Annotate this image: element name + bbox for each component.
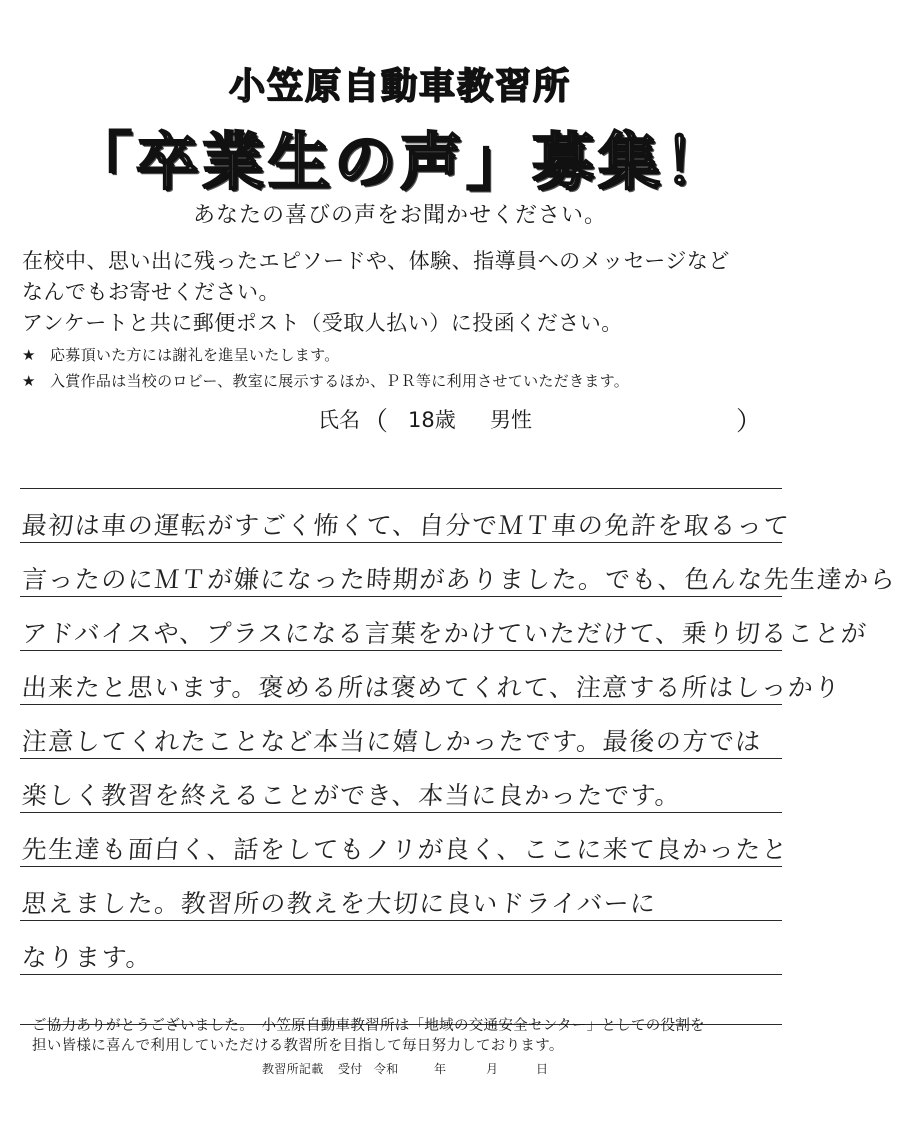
ruled-line — [20, 812, 782, 813]
intro-line: 在校中、思い出に残ったエピソードや、体験、指導員へのメッセージなど — [22, 249, 730, 273]
handwritten-line: アドバイスや、プラスになる言葉をかけていただけて、乗り切ることが — [20, 619, 869, 648]
receipt-label: 教習所記載 — [262, 1062, 324, 1076]
handwritten-line: 最初は車の運転がすごく怖くて、自分でＭＴ車の免許を取るって — [20, 511, 791, 540]
handwritten-line: 出来たと思います。褒める所は褒めてくれて、注意する所はしっかり — [20, 673, 842, 702]
intro-line: なんでもお寄せください。 — [22, 280, 280, 304]
headline: 「卒業生の声」募集！ — [69, 125, 730, 198]
name-age: 18歳 — [408, 408, 456, 432]
note-reward — [22, 344, 782, 365]
receipt-received: 受付 — [338, 1062, 363, 1076]
footer-line: 担い皆様に喜んで利用していただける教習所を目指して毎日努力しております。 — [32, 1038, 564, 1054]
intro-text — [22, 246, 782, 339]
star-icon: ★ — [22, 371, 36, 390]
name-label: 氏名 — [318, 408, 360, 432]
subhead: あなたの喜びの声をお聞かせください。 — [192, 203, 607, 228]
name-gender: 男性 — [490, 408, 532, 432]
note-usage — [22, 370, 782, 391]
ruled-line — [20, 758, 782, 759]
handwritten-line: 言ったのにＭＴが嫌になった時期がありました。でも、色んな先生達から — [20, 565, 898, 594]
school-name: 小笠原自動車教習所 — [228, 66, 571, 107]
ruled-line — [20, 650, 782, 651]
handwritten-line: 思えました。教習所の教えを大切に良いドライバーに — [20, 889, 658, 918]
receipt-year: 年 — [434, 1062, 447, 1076]
name-field — [318, 404, 778, 438]
ruled-line — [20, 704, 782, 705]
ruled-line — [20, 920, 782, 921]
note-text: 応募頂いた方には謝礼を進呈いたします。 — [50, 346, 340, 364]
ruled-line — [20, 596, 782, 597]
open-paren: （ — [362, 407, 389, 437]
intro-line: アンケートと共に郵便ポスト（受取人払い）に投函ください。 — [22, 311, 623, 335]
receipt-day: 日 — [536, 1062, 549, 1076]
receipt-era: 令和 — [374, 1062, 399, 1076]
handwritten-line: 楽しく教習を終えることができ、本当に良かったです。 — [20, 781, 683, 810]
receipt-month: 月 — [486, 1062, 499, 1076]
star-icon: ★ — [22, 345, 36, 364]
handwritten-line: なります。 — [20, 943, 154, 972]
handwritten-line: 先生達も面白く、話をしてもノリが良く、ここに来て良かったと — [20, 835, 790, 864]
ruled-line — [20, 488, 782, 489]
note-text: 入賞作品は当校のロビー、教室に展示するほか、ＰＲ等に利用させていただきます。 — [50, 372, 630, 390]
close-paren: ） — [736, 407, 763, 437]
ruled-line — [20, 974, 782, 975]
footer-line: ご協力ありがとうございました。 小笠原自動車教習所は「地域の交通安全センター」としての役割を — [32, 1018, 705, 1034]
ruled-line — [20, 866, 782, 867]
handwritten-line: 注意してくれたことなど本当に嬉しかったです。最後の方では — [20, 727, 763, 756]
ruled-line — [20, 542, 782, 543]
footer-message — [32, 1016, 772, 1056]
